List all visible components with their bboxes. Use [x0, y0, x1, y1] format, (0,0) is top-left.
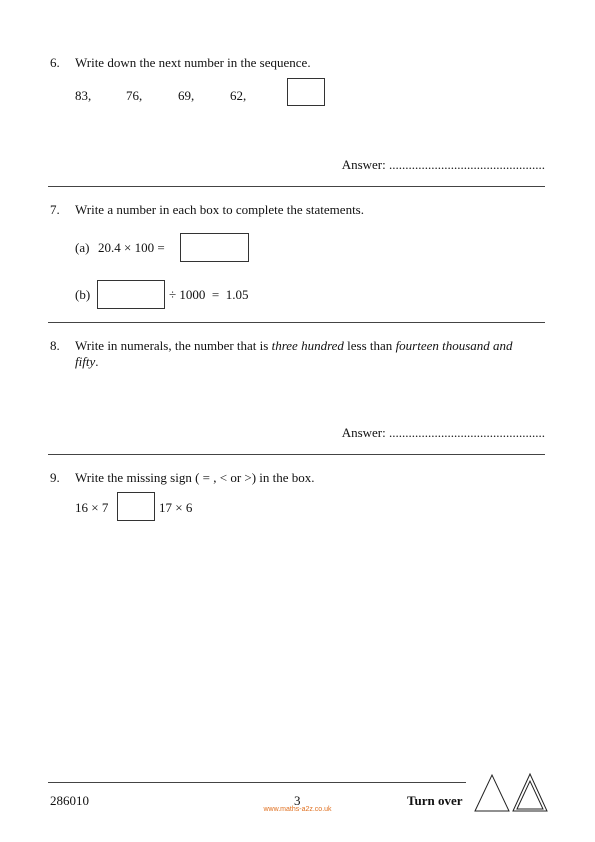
- question-7b-answer-box[interactable]: [97, 280, 165, 309]
- question-7a-answer-box[interactable]: [180, 233, 249, 262]
- turn-over-triangles-icon: [473, 771, 551, 813]
- question-8-text-part: .: [95, 354, 99, 369]
- question-8-answer-line[interactable]: Answer: ................................................: [341, 425, 545, 440]
- question-7b-label: (b): [75, 287, 91, 302]
- divider: [48, 186, 545, 187]
- turn-over-label: Turn over: [407, 793, 463, 808]
- question-9-number: 9.: [50, 470, 60, 485]
- question-8-emphasis: fifty: [75, 354, 96, 369]
- question-8-number: 8.: [50, 338, 60, 353]
- question-8-text-part: Write in numerals, the number that is: [75, 338, 272, 353]
- footer-divider: [48, 782, 466, 783]
- question-6-answer-box[interactable]: [287, 78, 325, 106]
- website-url: www.maths-a2z.co.uk: [263, 806, 332, 813]
- question-9-left-expression: 16 × 7: [75, 500, 109, 515]
- sequence-term: 69,: [178, 88, 195, 103]
- question-8-text: [75, 338, 547, 370]
- question-8-text-part: less than: [343, 338, 396, 353]
- question-7-text: Write a number in each box to complete the statements.: [75, 202, 364, 217]
- sequence-term: 83,: [75, 88, 92, 103]
- question-9-text: Write the missing sign ( = , < or >) in the box.: [75, 470, 315, 485]
- sequence-term: 76,: [126, 88, 143, 103]
- question-6-answer-line[interactable]: Answer: ................................................: [341, 157, 545, 172]
- question-7a-label: (a): [75, 240, 90, 255]
- paper-code: 286010: [50, 793, 89, 808]
- divider: [48, 454, 545, 455]
- question-7a-expression: 20.4 × 100 =: [98, 240, 165, 255]
- sequence-term: 62,: [230, 88, 247, 103]
- question-8-emphasis: fourteen thousand and: [395, 338, 513, 353]
- page-number: 3: [294, 793, 301, 808]
- question-7-number: 7.: [50, 202, 60, 217]
- divider: [48, 322, 545, 323]
- question-6-text: Write down the next number in the sequence.: [75, 55, 311, 70]
- question-8-emphasis: three hundred: [271, 338, 344, 353]
- question-9-sign-box[interactable]: [117, 492, 155, 521]
- question-6-number: 6.: [50, 55, 60, 70]
- question-9-right-expression: 17 × 6: [159, 500, 193, 515]
- question-7b-expression: ÷ 1000 = 1.05: [169, 287, 249, 302]
